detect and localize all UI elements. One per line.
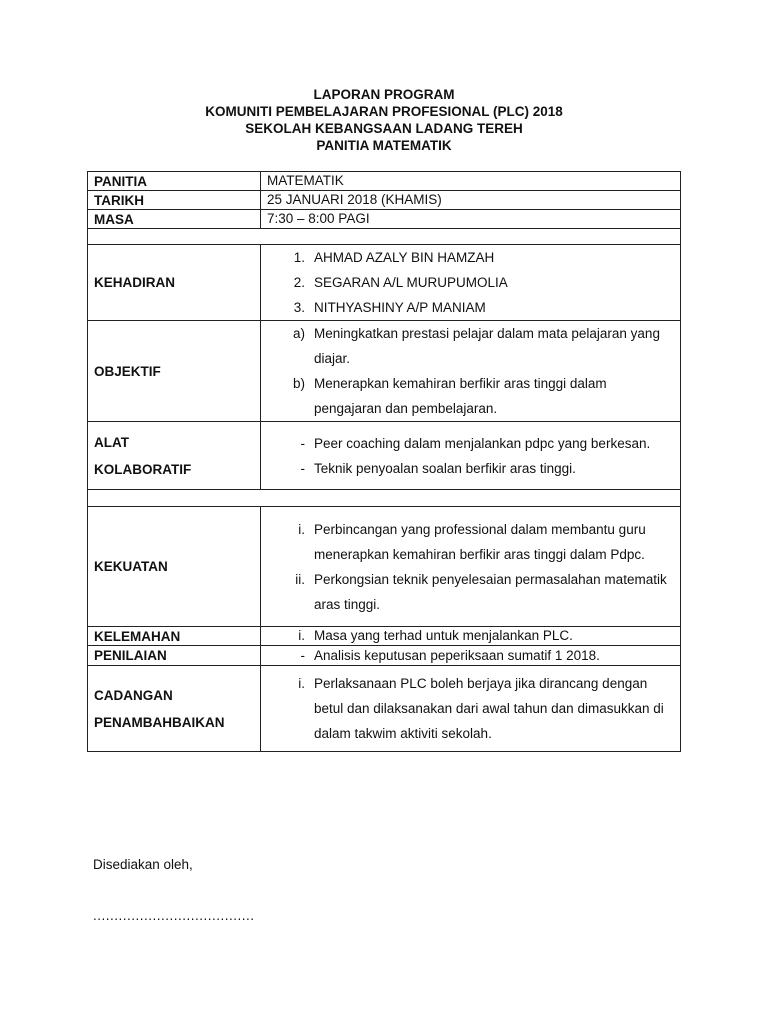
label-tarikh: TARIKH	[88, 191, 261, 210]
list-item: ii. Perkongsian teknik penyelesaian permasalahan matematik aras tinggi.	[295, 571, 667, 612]
report-subtitle: KOMUNITI PEMBELAJARAN PROFESIONAL (PLC) 2018	[205, 104, 563, 119]
label-masa: MASA	[88, 210, 261, 229]
list-item: 1. AHMAD AZALY BIN HAMZAH	[293, 250, 495, 265]
list-item: i. Perbincangan yang professional dalam membantu guru menerapkan kemahiran berfikir aras tinggi dalam Pdpc.	[298, 521, 646, 562]
list-item: - Peer coaching dalam menjalankan pdpc yang berkesan.	[300, 435, 651, 451]
value-masa: 7:30 – 8:00 PAGI	[261, 210, 681, 229]
row-kehadiran	[88, 245, 681, 321]
label-penilaian: PENILAIAN	[88, 646, 261, 666]
row-alat-kolaboratif	[88, 422, 681, 490]
report-title: LAPORAN PROGRAM	[313, 87, 455, 102]
report-table	[87, 171, 681, 752]
row-kekuatan	[88, 507, 681, 627]
label-objektif: OBJEKTIF	[88, 321, 261, 422]
list-item: - Analisis keputusan peperiksaan sumatif 1 2018.	[300, 647, 600, 663]
row-objektif	[88, 321, 681, 422]
label-kelemahan: KELEMAHAN	[88, 627, 261, 646]
tools-list	[261, 431, 680, 481]
label-kehadiran: KEHADIRAN	[88, 245, 261, 321]
row-kelemahan	[88, 627, 681, 646]
row-tarikh	[88, 191, 681, 210]
document-header	[0, 86, 768, 154]
list-item: - Teknik penyoalan soalan berfikir aras tinggi.	[300, 460, 576, 476]
label-panitia: PANITIA	[88, 172, 261, 191]
attendance-list	[261, 245, 680, 320]
strengths-list	[261, 517, 680, 617]
prepared-by-label: Disediakan oleh,	[93, 857, 193, 872]
list-item: 2. SEGARAN A/L MURUPUMOLIA	[293, 275, 508, 290]
row-panitia	[88, 172, 681, 191]
label-cadangan-penambahbaikan: CADANGAN PENAMBAHBAIKAN	[88, 666, 261, 752]
row-penilaian	[88, 646, 681, 666]
signature-line: ......................................	[93, 908, 255, 923]
value-tarikh: 25 JANUARI 2018 (KHAMIS)	[261, 191, 681, 210]
row-cadangan	[88, 666, 681, 752]
spacer-row	[88, 490, 681, 507]
committee-name: PANITIA MATEMATIK	[316, 138, 452, 153]
label-alat-kolaboratif: ALAT KOLABORATIF	[88, 422, 261, 490]
objective-list	[261, 321, 680, 421]
list-item: a) Meningkatkan prestasi pelajar dalam mata pelajaran yang diajar.	[292, 326, 660, 366]
value-panitia: MATEMATIK	[261, 172, 681, 191]
school-name: SEKOLAH KEBANGSAAN LADANG TEREH	[245, 121, 523, 136]
list-item: i. Masa yang terhad untuk menjalankan PLC.	[298, 628, 573, 643]
suggestions-list	[261, 671, 680, 746]
list-item: i. Perlaksanaan PLC boleh berjaya jika dirancang dengan betul dan dilaksanakan dari awal tahun dan dimasukkan di dalam takwim aktiviti sekolah.	[298, 676, 664, 741]
list-item: b) Menerapkan kemahiran berfikir aras tinggi dalam pengajaran dan pembelajaran.	[292, 376, 607, 416]
spacer-row	[88, 229, 681, 245]
label-kekuatan: KEKUATAN	[88, 507, 261, 627]
list-item: 3. NITHYASHINY A/P MANIAM	[293, 300, 486, 315]
row-masa	[88, 210, 681, 229]
